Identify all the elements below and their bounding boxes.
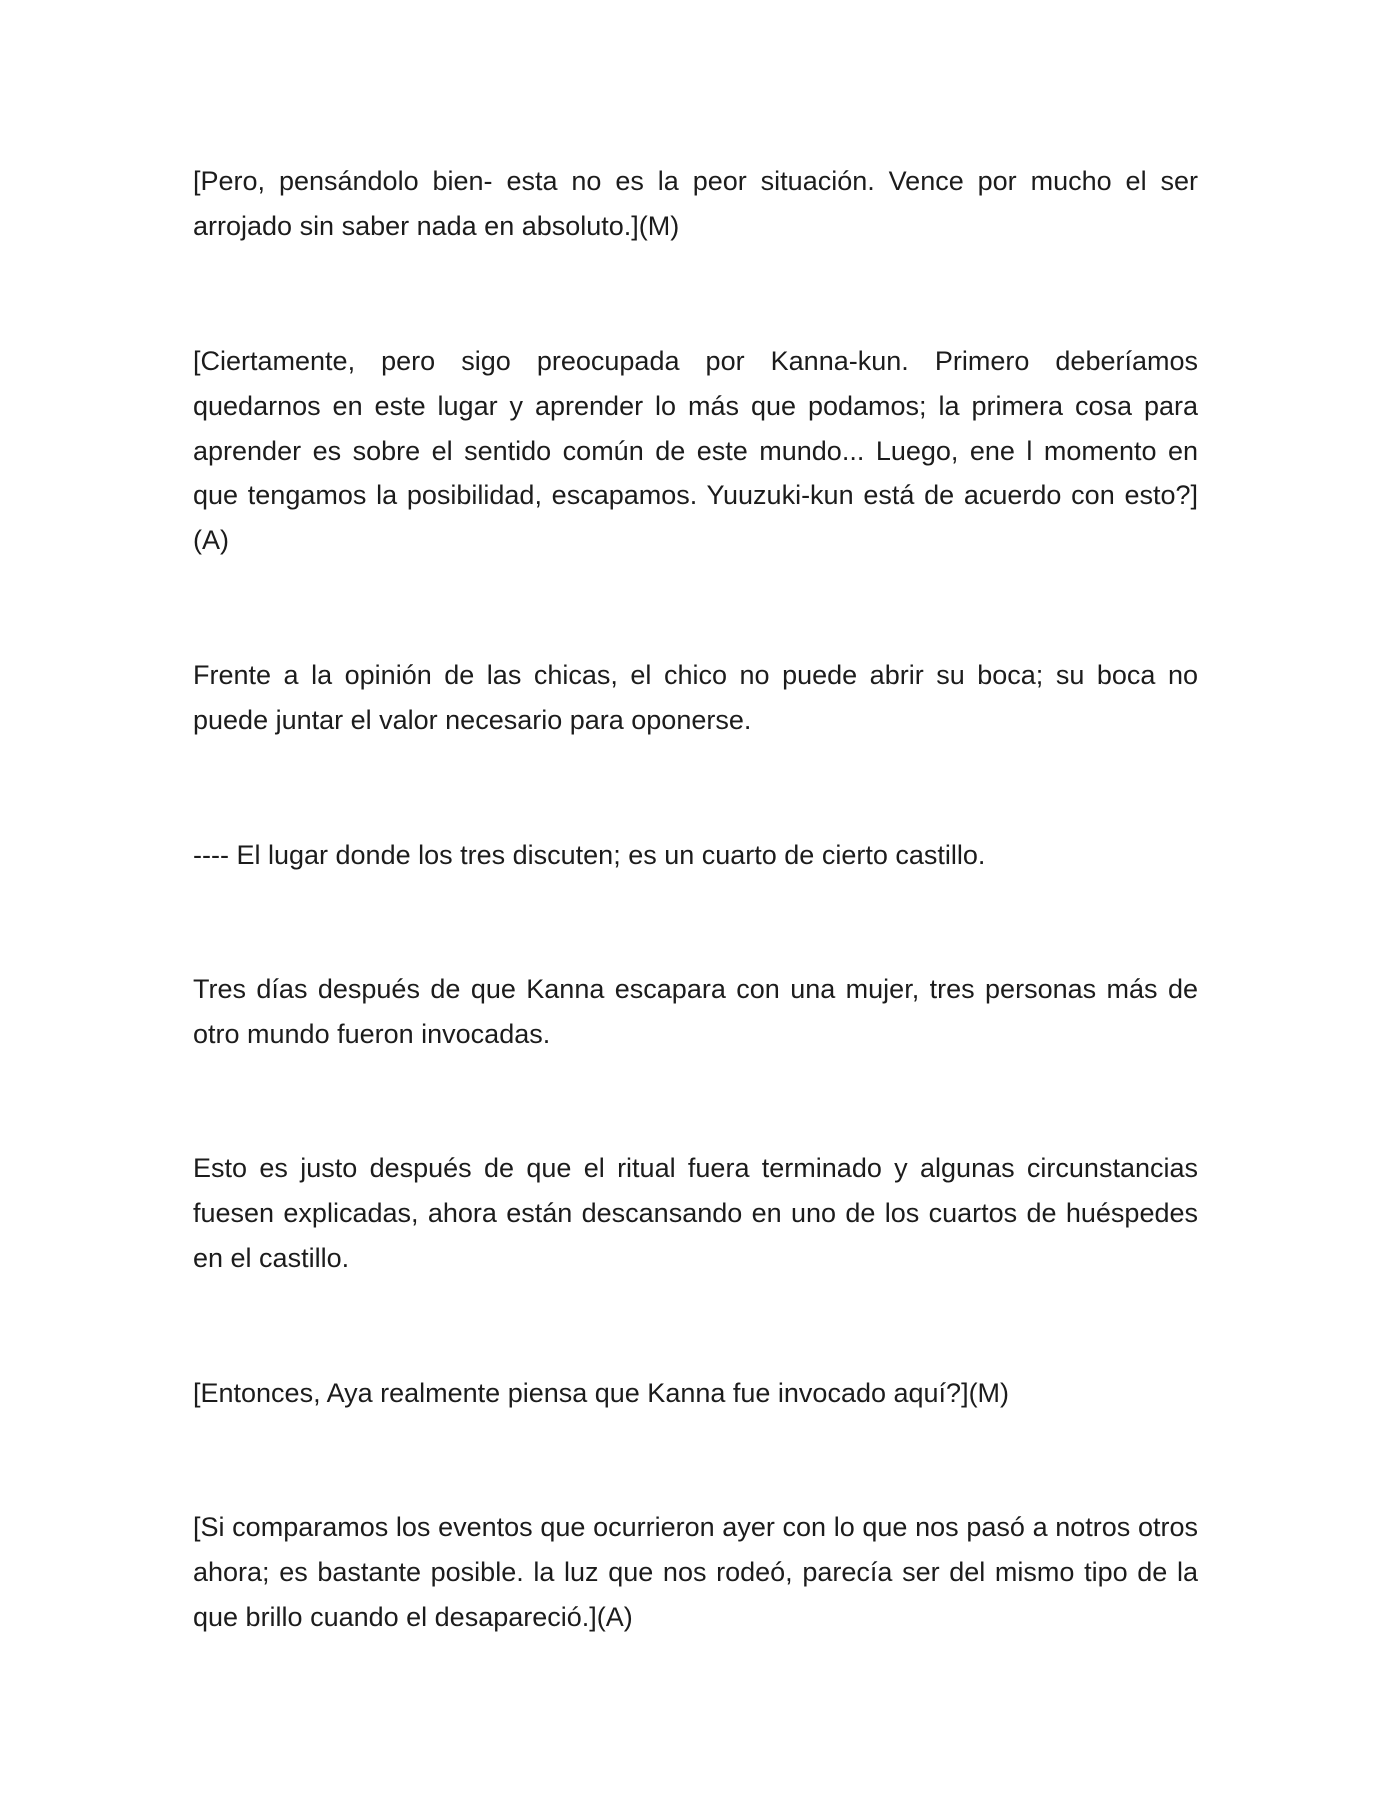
paragraph: [Si comparamos los eventos que ocurrieron ayer con lo que nos pasó a notros otros ahora; es bastante posible. la luz que nos rodeó, parecía ser del mismo tipo de la que brillo cuando el desapareció.](A) [193, 1512, 1198, 1632]
text-column [193, 0, 1198, 1812]
paragraph: ---- El lugar donde los tres discuten; es un cuarto de cierto castillo. [193, 840, 986, 870]
paragraph: Esto es justo después de que el ritual fuera terminado y algunas circunstancias fuesen explicadas, ahora están descansando en uno de los cuartos de huéspedes en el castillo. [193, 1153, 1198, 1273]
paragraph: [Pero, pensándolo bien- esta no es la peor situación. Vence por mucho el ser arrojado sin saber nada en absoluto.](M) [193, 166, 1198, 241]
paragraph: [Entonces, Aya realmente piensa que Kanna fue invocado aquí?](M) [193, 1378, 1010, 1408]
paragraph: [Ciertamente, pero sigo preocupada por Kanna-kun. Primero deberíamos quedarnos en este lugar y aprender lo más que podamos; la primera cosa para aprender es sobre el sentido común de este mundo... Luego, ene l momento en que tengamos la posibilidad, escapamos. Yuuzuki-kun está de acuerdo con esto?](A) [193, 346, 1198, 556]
paragraph: Frente a la opinión de las chicas, el chico no puede abrir su boca; su boca no puede juntar el valor necesario para oponerse. [193, 660, 1198, 735]
paragraph: Tres días después de que Kanna escapara con una mujer, tres personas más de otro mundo fueron invocadas. [193, 974, 1198, 1049]
